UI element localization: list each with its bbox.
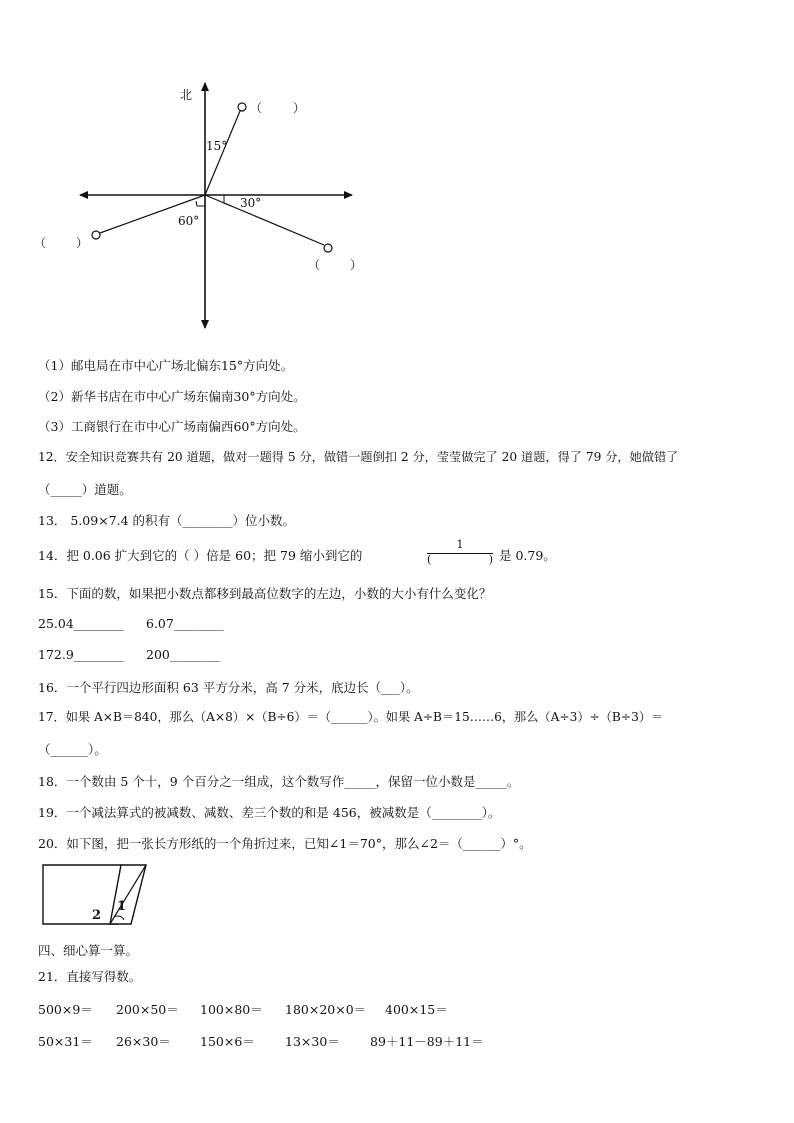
angle-mark-60	[196, 201, 205, 206]
angle-60-label: 60°	[178, 214, 200, 228]
statement-2: （2）新华书店在市中心广场东偏南30°方向处。	[38, 389, 306, 404]
question-14-part-1: 14．把 0.06 扩大到它的（ ）倍是 60；把 79 缩小到它的	[38, 548, 363, 563]
ray-north-east	[205, 111, 240, 195]
direction-diagram	[30, 75, 370, 335]
question-16: 16．一个平行四边形面积 63 平方分米，高 7 分米，底边长（___）。	[38, 680, 419, 695]
calc-r2-c3: 150×6＝	[200, 1034, 255, 1049]
question-15-row1-col1: 25.04________	[38, 616, 124, 631]
blank-bottom-right-open: （	[308, 258, 321, 272]
point-south-west	[92, 231, 100, 239]
angle-mark-30	[224, 195, 231, 206]
calc-r2-c2: 26×30＝	[116, 1034, 171, 1049]
question-21: 21．直接写得数。	[38, 969, 142, 984]
blank-top-right-close: ）	[293, 101, 306, 115]
blank-bottom-right-close: ）	[350, 258, 363, 272]
point-east-south	[324, 244, 332, 252]
fraction-bar	[427, 553, 493, 554]
question-18: 18．一个数由 5 个十，9 个百分之一组成，这个数写作_____，保留一位小数是_____。	[38, 774, 520, 789]
paper-outline	[43, 865, 121, 924]
calc-r1-c3: 100×80＝	[200, 1002, 263, 1017]
blank-left-open: （	[34, 236, 47, 250]
question-15-row1-col2: 6.07________	[146, 616, 224, 631]
calc-r2-c4: 13×30＝	[285, 1034, 340, 1049]
question-19: 19．一个减法算式的被减数、减数、差三个数的和是 456，被减数是（________）。	[38, 805, 501, 820]
angle-1-label: 1	[117, 899, 127, 914]
question-14-fraction	[425, 538, 495, 570]
question-12-line-2: （_____）道题。	[38, 482, 132, 497]
north-label: 北	[180, 88, 193, 102]
calc-r1-c5: 400×15＝	[385, 1002, 448, 1017]
fraction-den-open: (	[427, 553, 432, 566]
calc-r1-c4: 180×20×0＝	[285, 1002, 367, 1017]
question-15-row2-col2: 200________	[146, 647, 220, 662]
statement-1: （1）邮电局在市中心广场北偏东15°方向处。	[38, 358, 294, 373]
calc-r2-c5: 89＋11－89＋11＝	[370, 1034, 484, 1049]
question-14-part-2: 是 0.79。	[499, 548, 556, 563]
angle-30-label: 30°	[240, 196, 262, 210]
question-12-line-1: 12．安全知识竞赛共有 20 道题，做对一题得 5 分，做错一题倒扣 2 分，莹莹做完了 20 道题，得了 79 分，她做错了	[38, 450, 679, 464]
question-20: 20．如下图，把一张长方形纸的一个角折过来，已知∠1＝70°，那么∠2＝（______）°。	[38, 836, 532, 851]
fraction-numerator: 1	[456, 538, 464, 551]
question-17-line-2: （______）。	[38, 742, 107, 757]
statement-3: （3）工商银行在市中心广场南偏西60°方向处。	[38, 419, 306, 434]
folded-paper-figure	[38, 862, 153, 927]
blank-left-close: ）	[76, 236, 89, 250]
angle-15-label: 15°	[206, 139, 228, 153]
question-15: 15．下面的数，如果把小数点都移到最高位数字的左边，小数的大小有什么变化？	[38, 586, 492, 601]
question-17-line-1: 17．如果 A×B＝840，那么（A×8）×（B÷6）＝（______）。如果 A÷B＝15……6，那么（A÷3）÷（B÷3）＝	[38, 710, 664, 724]
question-15-row2-col1: 172.9________	[38, 647, 124, 662]
question-13: 13． 5.09×7.4 的积有（________）位小数。	[38, 513, 296, 528]
calc-r1-c2: 200×50＝	[116, 1002, 179, 1017]
angle-2-label: 2	[92, 908, 102, 923]
fraction-den-close: )	[488, 553, 493, 566]
ray-east-south	[205, 195, 324, 245]
blank-top-right-open: （	[250, 101, 263, 115]
calc-r1-c1: 500×9＝	[38, 1002, 93, 1017]
section-4-heading: 四、细心算一算。	[38, 943, 139, 958]
point-north-east	[238, 103, 246, 111]
calc-r2-c1: 50×31＝	[38, 1034, 93, 1049]
